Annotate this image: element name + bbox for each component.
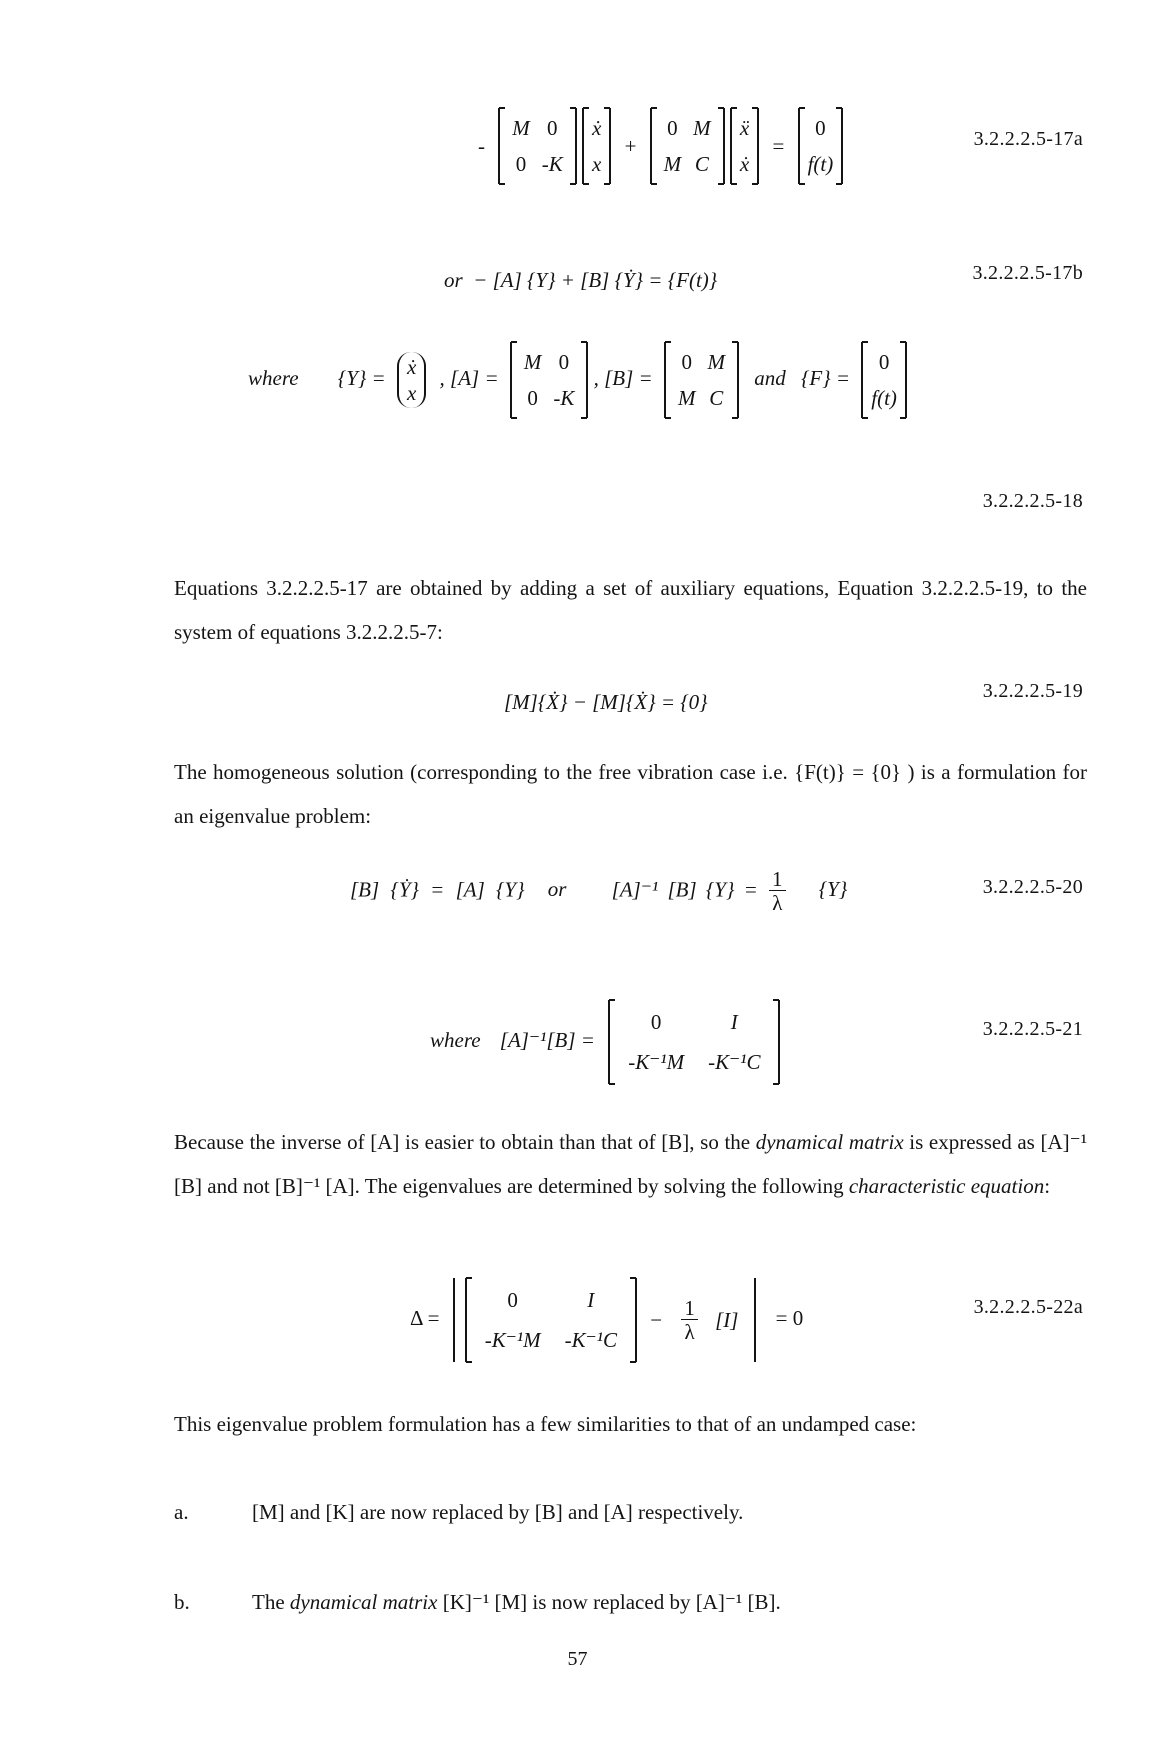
equation-20: [B] {Ẏ} = [A] {Y} or [A]⁻¹ [B] {Y} = $\frac{1}{\lambda}$ {Y} bbox=[350, 867, 848, 915]
equation-22a: Δ = 0 I -K⁻¹M -K⁻¹C − $\frac{1}{\lambda}$ [I] = 0 bbox=[410, 1278, 803, 1362]
paragraph-homogeneous-solution: The homogeneous solution (corresponding to the free vibration case i.e. {F(t)} = {0} ) is a formulation for an eigenvalue problem: bbox=[174, 760, 1087, 828]
matrix-dynamical: 0 I -K⁻¹M -K⁻¹C bbox=[608, 1000, 780, 1084]
equation-18: where {Y} = ẋ x , [A] = M 0 0 -K , [B] = 0 M M C and {F} = 0 f(t) bbox=[248, 342, 907, 418]
vector-y: ẋ x bbox=[397, 352, 426, 408]
fraction-one-over-lambda-22: $\frac{1}{\lambda}$ bbox=[681, 1297, 698, 1344]
equation-21: where [A]⁻¹[B] = 0 I -K⁻¹M -K⁻¹C bbox=[430, 1000, 780, 1084]
equation-label-18: 3.2.2.2.5-18 bbox=[982, 490, 1083, 512]
equation-17a bbox=[470, 108, 843, 184]
vector-xdot-x: ẋ x bbox=[582, 108, 611, 184]
minus-sign: - bbox=[478, 133, 485, 158]
equals-sign: = bbox=[772, 133, 785, 158]
fraction-one-over-lambda: $\frac{1}{\lambda}$ bbox=[769, 868, 786, 915]
equation-label-22a: 3.2.2.2.5-22a bbox=[973, 1296, 1083, 1318]
determinant: 0 I -K⁻¹M -K⁻¹C − $\frac{1}{\lambda}$ [I] bbox=[453, 1278, 757, 1362]
equation-17b: or − [A] {Y} + [B] {Ẏ} = {F(t)} bbox=[444, 268, 718, 292]
where-word: where bbox=[248, 365, 299, 390]
matrix-a: M 0 0 -K bbox=[510, 342, 589, 418]
list-item-b: The dynamical matrix [K]⁻¹ [M] is now replaced by [A]⁻¹ [B]. bbox=[252, 1590, 781, 1614]
equation-label-20: 3.2.2.2.5-20 bbox=[982, 876, 1083, 898]
vector-f: 0 f(t) bbox=[861, 342, 907, 418]
matrix-0m-mc: 0 M M C bbox=[650, 108, 725, 184]
matrix-b: 0 M M C bbox=[664, 342, 739, 418]
page-number: 57 bbox=[567, 1648, 588, 1670]
paragraph-dynamical-matrix: Because the inverse of [A] is easier to obtain than that of [B], so the dynamical matrix is expressed as [A]⁻¹ [B] and not [B]⁻¹ [A]. The eigenvalues are determined by solving the following characteristic equation: bbox=[174, 1130, 1087, 1198]
list-marker-a: a. bbox=[174, 1500, 189, 1524]
list-item-a: [M] and [K] are now replaced by [B] and [A] respectively. bbox=[252, 1500, 744, 1524]
list-marker-b: b. bbox=[174, 1590, 190, 1614]
equation-label-21: 3.2.2.2.5-21 bbox=[982, 1018, 1083, 1040]
matrix-m0-0k: M 0 0 -K bbox=[498, 108, 577, 184]
vector-rhs-f: 0 f(t) bbox=[798, 108, 844, 184]
vector-xddot-xdot: ẍ ẋ bbox=[730, 108, 759, 184]
equation-19: [M]{Ẋ} − [M]{Ẋ} = {0} bbox=[504, 690, 708, 714]
equation-label-17a: 3.2.2.2.5-17a bbox=[973, 128, 1083, 150]
equation-label-19: 3.2.2.2.5-19 bbox=[982, 680, 1083, 702]
paragraph-auxiliary-equations: Equations 3.2.2.2.5-17 are obtained by adding a set of auxiliary equations, Equation 3.2.2.2.5-19, to the system of equations 3.2.2.2.5-7: bbox=[174, 576, 1087, 644]
matrix-characteristic: 0 I -K⁻¹M -K⁻¹C bbox=[465, 1278, 637, 1362]
paragraph-similarities: This eigenvalue problem formulation has a few similarities to that of an undamped case: bbox=[174, 1412, 917, 1436]
equation-label-17b: 3.2.2.2.5-17b bbox=[972, 262, 1083, 284]
plus-sign: + bbox=[624, 133, 637, 158]
